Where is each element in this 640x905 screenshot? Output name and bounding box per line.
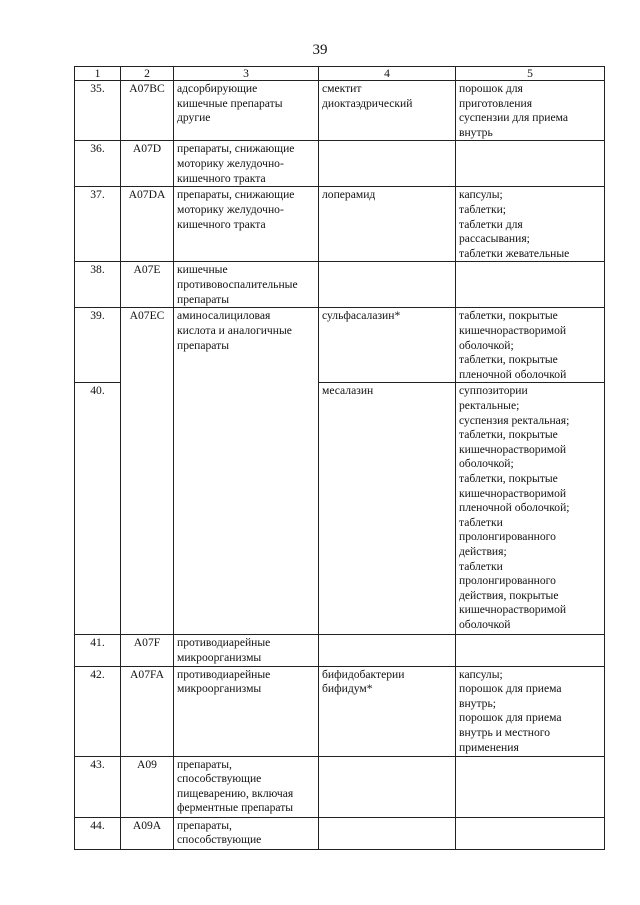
table-row xyxy=(75,141,605,187)
dosage-forms: капсулы; порошок для приема внутрь; порошок для приема внутрь и местного применения xyxy=(456,666,605,756)
table-row xyxy=(75,666,605,756)
dosage-forms xyxy=(456,635,605,666)
row-number: 44. xyxy=(75,817,121,849)
drug-name xyxy=(319,141,456,187)
row-number: 42. xyxy=(75,666,121,756)
atc-code: A07FA xyxy=(121,666,174,756)
anatomical-group: адсорбирующие кишечные препараты другие xyxy=(174,81,319,141)
anatomical-group: аминосалициловая кислота и аналогичные препараты xyxy=(174,308,319,635)
atc-code: A07D xyxy=(121,141,174,187)
drug-name xyxy=(319,756,456,817)
column-header: 2 xyxy=(121,67,174,81)
row-number: 41. xyxy=(75,635,121,666)
table-row xyxy=(75,81,605,141)
atc-code: A07BC xyxy=(121,81,174,141)
dosage-forms xyxy=(456,817,605,849)
row-number: 36. xyxy=(75,141,121,187)
anatomical-group: препараты, снижающие моторику желудочно- кишечного тракта xyxy=(174,187,319,262)
column-header: 3 xyxy=(174,67,319,81)
atc-code: A07DA xyxy=(121,187,174,262)
column-header: 4 xyxy=(319,67,456,81)
drug-name: сульфасалазин* xyxy=(319,308,456,383)
anatomical-group: препараты, способствующие пищеварению, включая ферментные препараты xyxy=(174,756,319,817)
column-header: 1 xyxy=(75,67,121,81)
atc-code: A07EC xyxy=(121,308,174,635)
drug-name: месалазин xyxy=(319,383,456,635)
atc-code: A07F xyxy=(121,635,174,666)
atc-code: A09A xyxy=(121,817,174,849)
table-row xyxy=(75,635,605,666)
page-number: 39 xyxy=(312,42,328,58)
drug-name xyxy=(319,262,456,308)
table-row xyxy=(75,756,605,817)
header-row xyxy=(75,67,605,81)
row-number: 35. xyxy=(75,81,121,141)
drug-name: смектит диоктаэдрический xyxy=(319,81,456,141)
anatomical-group: кишечные противовоспалительные препараты xyxy=(174,262,319,308)
table-row xyxy=(75,187,605,262)
atc-code: A07E xyxy=(121,262,174,308)
table-row xyxy=(75,308,605,383)
atc-code: A09 xyxy=(121,756,174,817)
drug-name xyxy=(319,817,456,849)
dosage-forms: порошок для приготовления суспензии для приема внутрь xyxy=(456,81,605,141)
row-number: 40. xyxy=(75,383,121,635)
drug-name: бифидобактерии бифидум* xyxy=(319,666,456,756)
anatomical-group: препараты, снижающие моторику желудочно- кишечного тракта xyxy=(174,141,319,187)
dosage-forms xyxy=(456,141,605,187)
row-number: 39. xyxy=(75,308,121,383)
dosage-forms xyxy=(456,262,605,308)
drug-table xyxy=(74,66,605,850)
anatomical-group: препараты, способствующие xyxy=(174,817,319,849)
drug-name xyxy=(319,635,456,666)
dosage-forms: таблетки, покрытые кишечнорастворимой оболочкой; таблетки, покрытые пленочной оболочкой xyxy=(456,308,605,383)
anatomical-group: противодиарейные микроорганизмы xyxy=(174,635,319,666)
row-number: 43. xyxy=(75,756,121,817)
drug-name: лоперамид xyxy=(319,187,456,262)
table-row xyxy=(75,262,605,308)
dosage-forms: суппозитории ректальные; суспензия ректальная; таблетки, покрытые кишечнорастворимой оболочкой; таблетки, покрытые кишечнорастворимой пленочной оболочкой; таблетки пролонгированного действия; таблетки пролонгированного действия, покрытые кишечнорастворимой оболочкой xyxy=(456,383,605,635)
row-number: 37. xyxy=(75,187,121,262)
row-number: 38. xyxy=(75,262,121,308)
dosage-forms xyxy=(456,756,605,817)
dosage-forms: капсулы; таблетки; таблетки для рассасывания; таблетки жевательные xyxy=(456,187,605,262)
column-header: 5 xyxy=(456,67,605,81)
table-row xyxy=(75,817,605,849)
anatomical-group: противодиарейные микроорганизмы xyxy=(174,666,319,756)
